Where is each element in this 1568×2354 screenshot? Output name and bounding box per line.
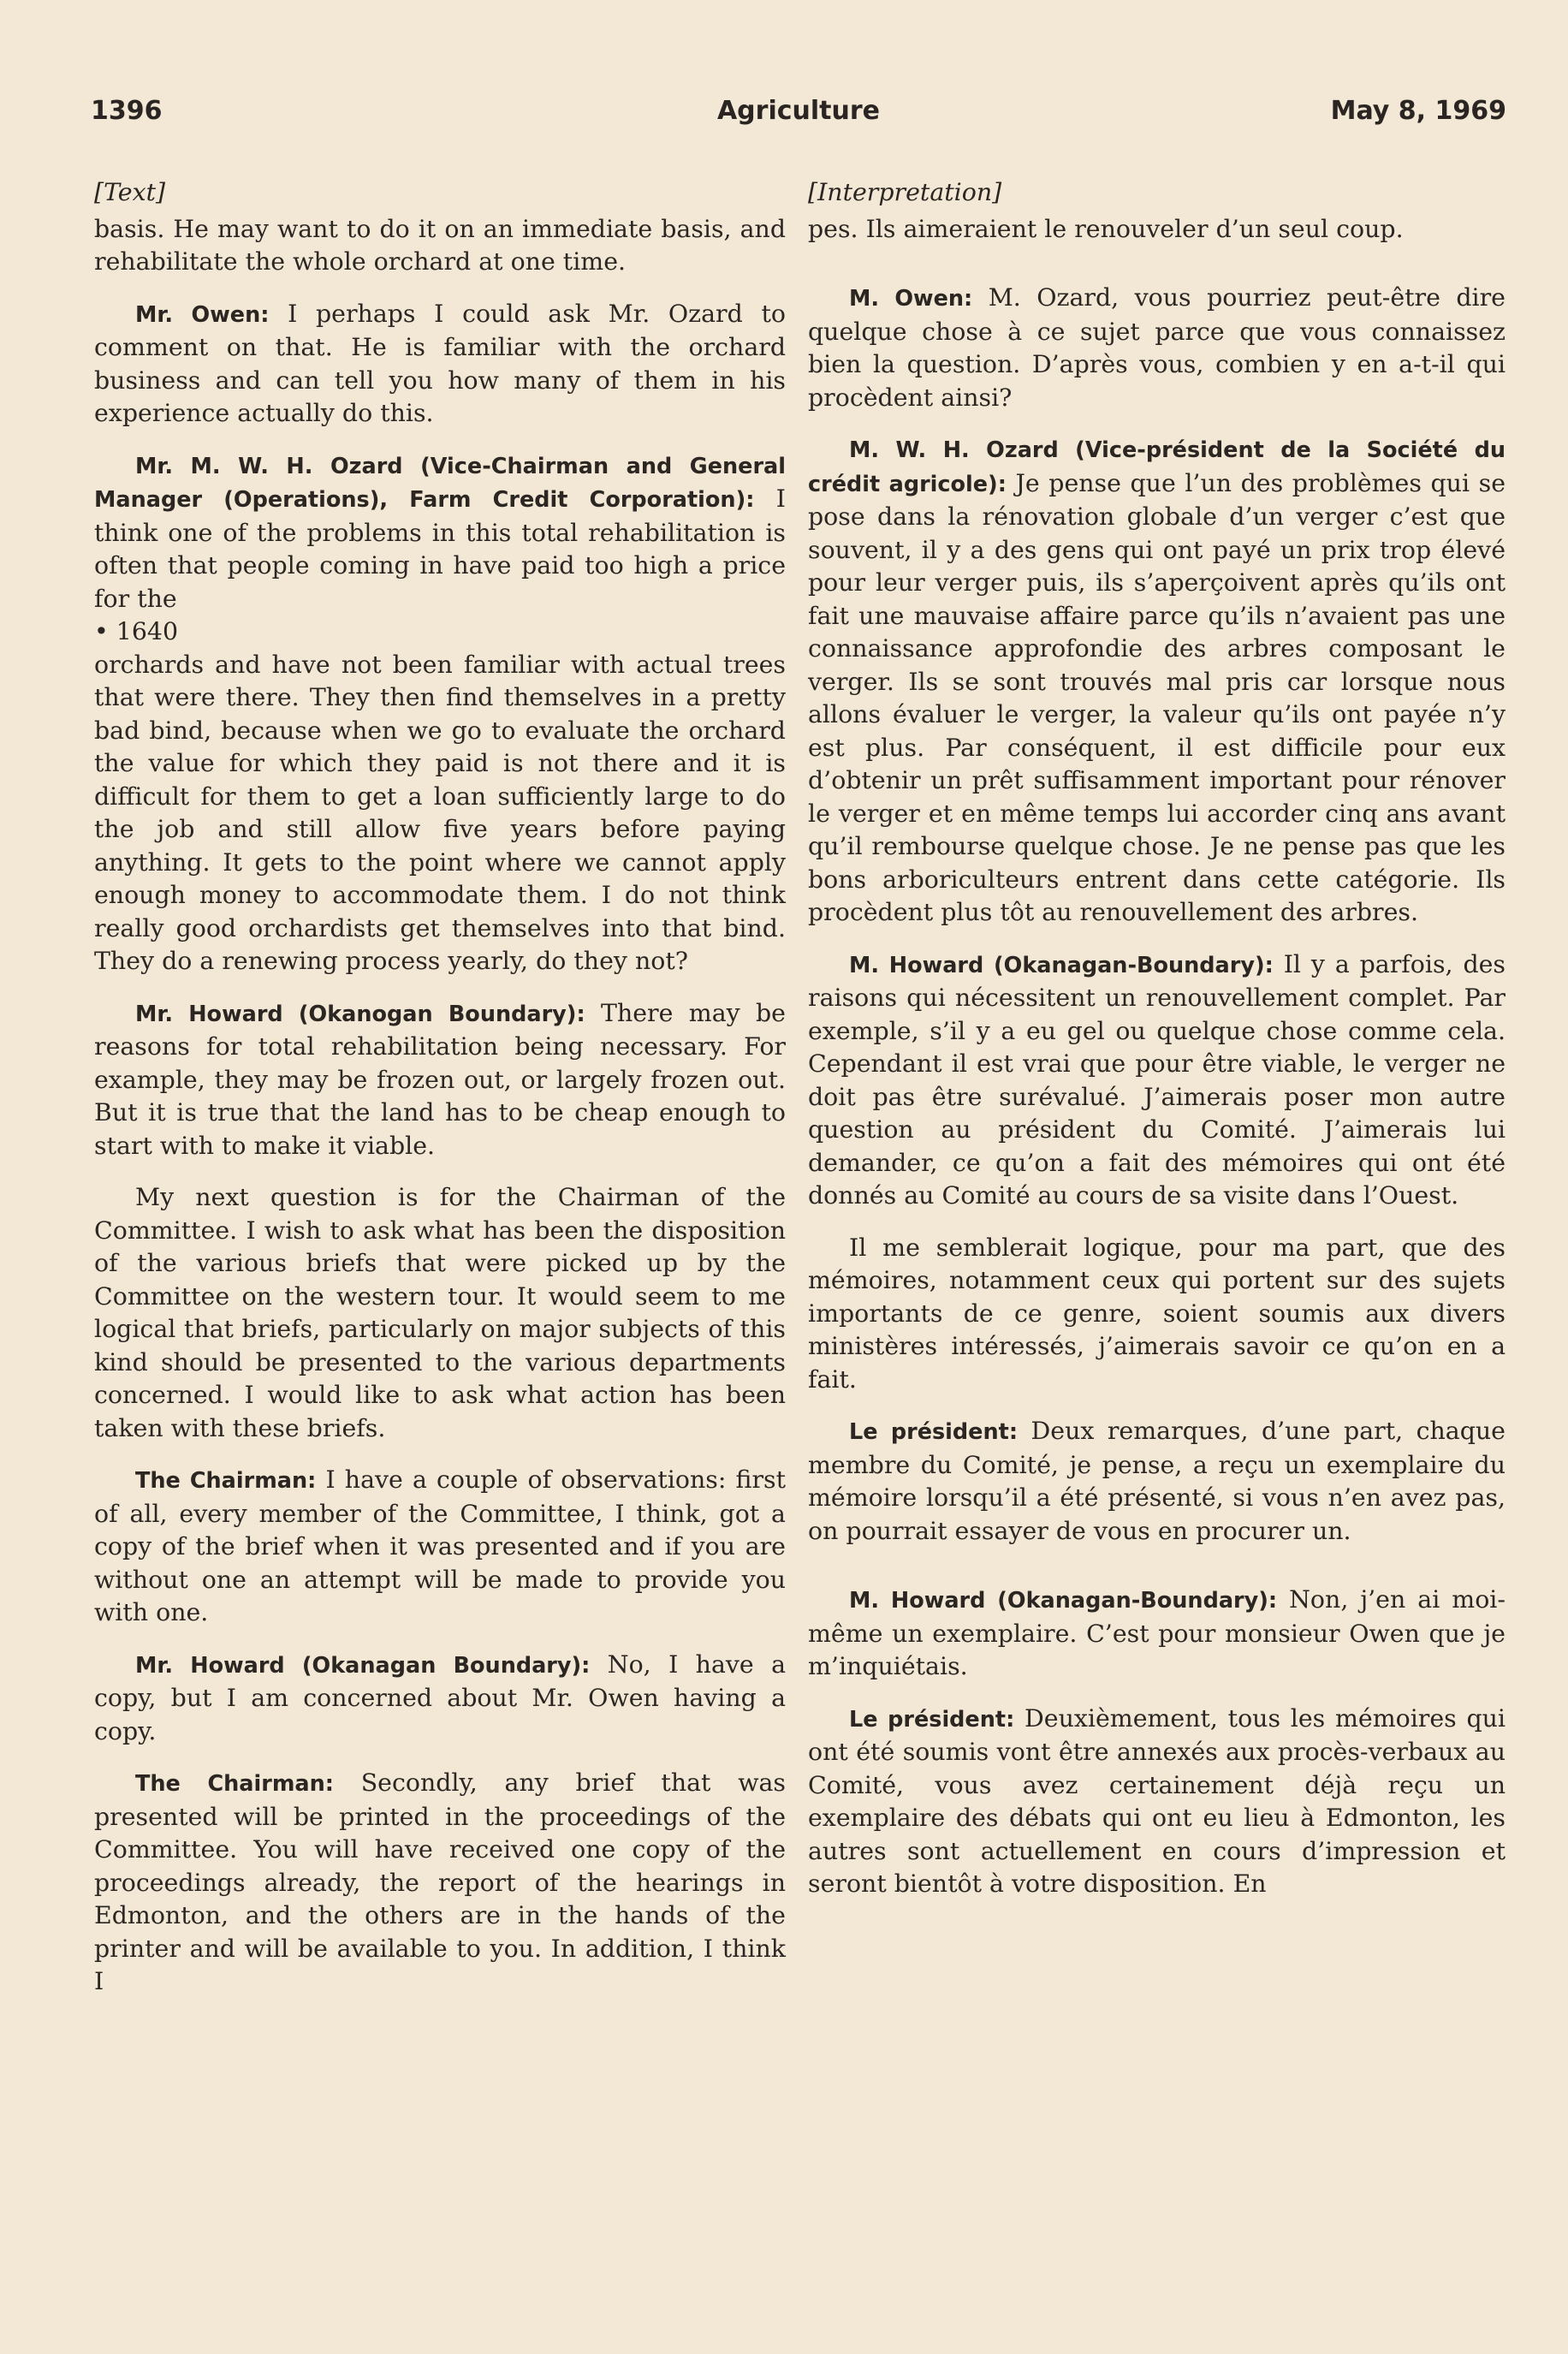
paragraph: Le président: Deux remarques, d’une part, chaque membre du Comité, je pense, a reçu un exemplaire du mémoire lorsqu’il a été présenté, si vous n’en avez pas, on pourrait essayer de vous en procurer un. [808, 1417, 1506, 1545]
paragraph: Mr. Owen: I perhaps I could ask Mr. Ozard to comment on that. He is familiar with the orchard business and can tell you how many of them in his experience actually do this. [94, 299, 786, 427]
paragraph: pes. Ils aimeraient le renouveler d’un seul coup. [808, 214, 1404, 243]
page-number: 1396 [91, 96, 163, 126]
paragraph: Le président: Deuxièmement, tous les mémoires qui ont été soumis vont être annexés aux procès-verbaux au Comité, vous avez certainement déjà reçu un exemplaire des débats qui ont eu lieu à Edmonton, les autres sont actuellement en cours d’impression et seront bientôt à votre disposition. En [808, 1703, 1506, 1898]
paragraph: Il me semblerait logique, pour ma part, que des mémoires, notamment ceux qui portent sur des sujets importants de ce genre, soient soumis aux divers ministères intéressés, j’aimerais savoir ce qu’on en a fait. [808, 1233, 1506, 1394]
section-title: Agriculture [716, 96, 881, 126]
paragraph: My next question is for the Chairman of the Committee. I wish to ask what has been the disposition of the various briefs that were picked up by the Committee on the western tour. It would seem to me logical that briefs, particularly on major subjects of this kind should be presented to the various departments concerned. I would like to ask what action has been taken with these briefs. [94, 1183, 786, 1442]
time-marker: • 1640 [94, 617, 179, 645]
speaker-name: Le président: [849, 1419, 1019, 1445]
paragraph: Mr. Howard (Okanogan Boundary): There may be reasons for total rehabilitation being necessary. For example, they may be frozen out, or largely frozen out. But it is true that the land has to be cheap enough to start with to make it viable. [94, 998, 786, 1160]
paragraph: orchards and have not been familiar with actual trees that were there. They then find themselves in a pretty bad bind, because when we go to evaluate the orchard the value for which they paid is not there and it is difficult for them to get a loan sufficiently large to do the job and still allow five years before paying anything. It gets to the point where we cannot apply enough money to accommodate them. I do not think really good orchardists get themselves into that bind. They do a renewing process yearly, do they not? [94, 650, 786, 975]
paragraph: M. Howard (Okanagan-Boundary): Non, j’en ai moi-même un exemplaire. C’est pour monsieur Owen que je m’inquiétais. [808, 1585, 1506, 1680]
paragraph: Mr. Howard (Okanagan Boundary): No, I have a copy, but I am concerned about Mr. Owen having a copy. [94, 1650, 786, 1745]
speaker-name: M. Howard (Okanagan-Boundary): [849, 952, 1274, 978]
page-header [91, 96, 1506, 139]
page-date: May 8, 1969 [1330, 96, 1506, 126]
speaker-name: M. Owen: [849, 286, 973, 312]
speaker-name: Mr. M. W. H. Ozard (Vice-Chairman and General Manager (Operations), Farm Credit Corporation): [94, 453, 786, 513]
speaker-name: Mr. Howard (Okanagan Boundary): [135, 1652, 591, 1679]
column-label: [Text] [94, 178, 166, 206]
english-column [94, 176, 786, 2018]
speaker-name: Le président: [849, 1706, 1015, 1733]
paragraph: M. Howard (Okanagan-Boundary): Il y a parfois, des raisons qui nécessitent un renouvellement complet. Par exemple, s’il y a eu gel ou quelque chose comme cela. Cependant il est vrai que pour être viable, le verger ne doit pas être surévalué. J’aimerais poser mon autre question au président du Comité. J’aimerais lui demander, ce qu’on a fait des mémoires qui ont été donnés au Comité au cours de sa visite dans l’Ouest. [808, 949, 1506, 1210]
paragraph: M. W. H. Ozard (Vice-président de la Société du crédit agricole): Je pense que l’un des problèmes qui se pose dans la rénovation globale d’un verger c’est que souvent, il y a des gens qui ont payé un prix trop élevé pour leur verger puis, ils s’aperçoivent après qu’ils ont fait une mauvaise affaire parce qu’ils n’avaient pas une connaissance approfondie des arbres composant le verger. Ils se sont trouvés mal pris car lorsque nous allons évaluer le verger, la valeur qu’ils ont payée n’y est plus. Par conséquent, il est difficile pour eux d’obtenir un prêt suffisamment important pour rénover le verger et en même temps lui accorder cinq ans avant qu’il rembourse quelque chose. Je ne pense pas que les bons arboriculteurs entrent dans cette catégorie. Ils procèdent plus tôt au renouvellement des arbres. [808, 437, 1506, 926]
speaker-name: The Chairman: [135, 1468, 317, 1494]
column-label: [Interpretation] [808, 178, 1002, 206]
speaker-name: M. Howard (Okanagan-Boundary): [849, 1588, 1278, 1614]
paragraph: M. Owen: M. Ozard, vous pourriez peut-être dire quelque chose à ce sujet parce que vous connaissez bien la question. D’après vous, combien y en a-t-il qui procèdent ainsi? [808, 283, 1506, 412]
paragraph: basis. He may want to do it on an immediate basis, and rehabilitate the whole orchard at one time. [94, 214, 786, 276]
speaker-name: Mr. Howard (Okanogan Boundary): [135, 1001, 585, 1027]
paragraph: The Chairman: I have a couple of observations: first of all, every member of the Committee, I think, got a copy of the brief when it was presented and if you are without one an attempt will be made to provide you with one. [94, 1465, 786, 1626]
french-column [808, 176, 1506, 1920]
speaker-name: Mr. Owen: [135, 301, 270, 328]
speaker-name: The Chairman: [135, 1771, 334, 1797]
speaker-name: M. W. H. Ozard (Vice-président de la Société du crédit agricole): [808, 437, 1506, 497]
paragraph: Mr. M. W. H. Ozard (Vice-Chairman and General Manager (Operations), Farm Credit Corporation): I think one of the problems in this total rehabilitation is often that people coming in have paid too high a price for the [94, 453, 786, 613]
paragraph: The Chairman: Secondly, any brief that was presented will be printed in the proceedings of the Committee. You will have received one copy of the proceedings already, the report of the hearings in Edmonton, and the others are in the hands of the printer and will be available to you. In addition, I think I [94, 1768, 786, 1995]
